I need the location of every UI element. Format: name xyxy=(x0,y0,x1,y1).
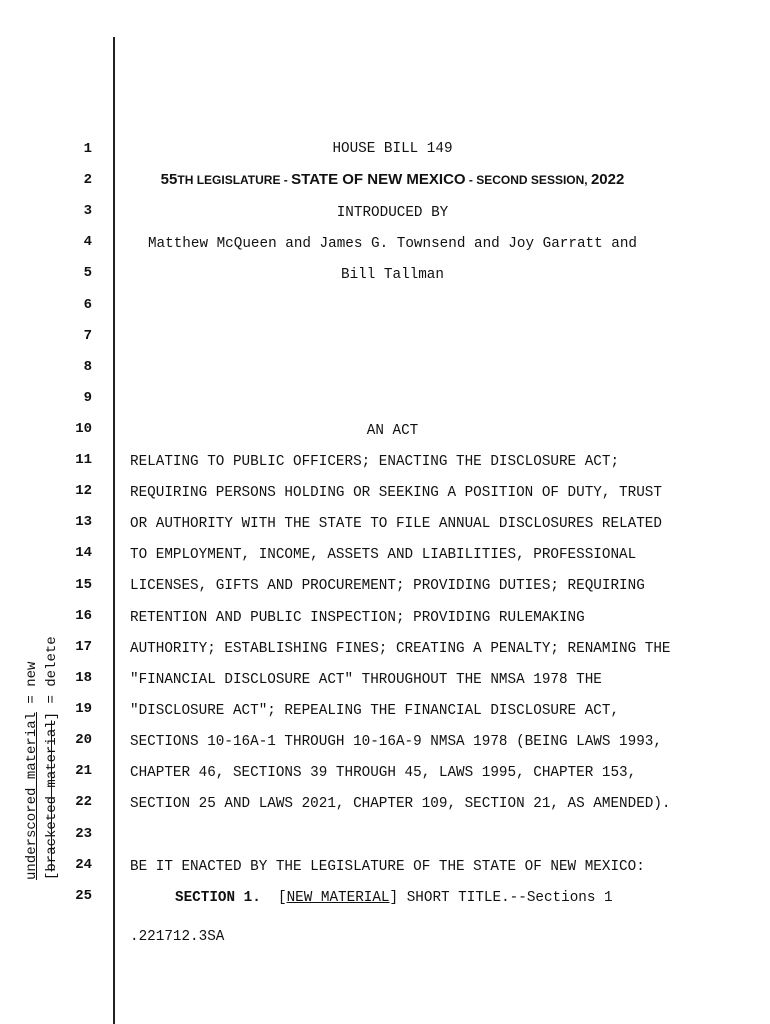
bill-number: HOUSE BILL 149 xyxy=(332,141,453,157)
act-heading: AN ACT xyxy=(366,423,419,439)
line-number-14: 14 xyxy=(75,545,92,561)
line-number-5: 5 xyxy=(83,265,92,281)
legend-new-line: underscored material = new xyxy=(24,661,40,880)
line-number-3: 3 xyxy=(83,203,92,219)
body-line-22: SECTION 25 AND LAWS 2021, CHAPTER 109, SECTION 21, AS AMENDED). xyxy=(130,796,671,812)
sponsors-line-1: Matthew McQueen and James G. Townsend and Joy Garratt and xyxy=(147,236,638,252)
body-line-11: RELATING TO PUBLIC OFFICERS; ENACTING THE DISCLOSURE ACT; xyxy=(130,454,620,470)
body-line-14: TO EMPLOYMENT, INCOME, ASSETS AND LIABILITIES, PROFESSIONAL xyxy=(130,547,637,563)
line-number-17: 17 xyxy=(75,639,92,655)
line-number-24: 24 xyxy=(75,857,92,873)
body-line-15: LICENSES, GIFTS AND PROCUREMENT; PROVIDING DUTIES; REQUIRING xyxy=(130,578,645,594)
line-number-23: 23 xyxy=(75,826,92,842)
body-line-20: SECTIONS 10-16A-1 THROUGH 10-16A-9 NMSA 1978 (BEING LAWS 1993, xyxy=(130,734,662,750)
line-number-16: 16 xyxy=(75,608,92,624)
line-number-18: 18 xyxy=(75,670,92,686)
line-number-12: 12 xyxy=(75,483,92,499)
line-number-22: 22 xyxy=(75,794,92,810)
line-number-13: 13 xyxy=(75,514,92,530)
line-number-9: 9 xyxy=(83,390,92,406)
sponsors-line-2: Bill Tallman xyxy=(341,267,444,283)
new-material-marker: NEW MATERIAL xyxy=(286,890,390,906)
body-line-12: REQUIRING PERSONS HOLDING OR SEEKING A POSITION OF DUTY, TRUST xyxy=(130,485,662,501)
line-number-2: 2 xyxy=(83,172,92,188)
line-number-6: 6 xyxy=(83,297,92,313)
document-code: .221712.3SA xyxy=(130,929,225,945)
legislature-heading: 55TH LEGISLATURE - STATE OF NEW MEXICO - SECOND SESSION, 2022 xyxy=(160,171,625,188)
material-legend xyxy=(22,636,62,880)
left-margin-rule xyxy=(113,37,115,1024)
body-line-16: RETENTION AND PUBLIC INSPECTION; PROVIDING RULEMAKING xyxy=(130,610,585,626)
line-number-8: 8 xyxy=(83,359,92,375)
introduced-by: INTRODUCED BY xyxy=(336,205,449,221)
enacting-clause: BE IT ENACTED BY THE LEGISLATURE OF THE STATE OF NEW MEXICO: xyxy=(130,859,645,875)
body-line-19: "DISCLOSURE ACT"; REPEALING THE FINANCIAL DISCLOSURE ACT, xyxy=(130,703,620,719)
body-line-17: AUTHORITY; ESTABLISHING FINES; CREATING A PENALTY; RENAMING THE xyxy=(130,641,671,657)
line-number-11: 11 xyxy=(75,452,92,468)
line-number-10: 10 xyxy=(75,421,92,437)
line-number-20: 20 xyxy=(75,732,92,748)
line-number-19: 19 xyxy=(75,701,92,717)
body-line-13: OR AUTHORITY WITH THE STATE TO FILE ANNUAL DISCLOSURES RELATED xyxy=(130,516,662,532)
legend-delete-line: [bracketed material] = delete xyxy=(44,636,60,880)
line-number-25: 25 xyxy=(75,888,92,904)
body-line-21: CHAPTER 46, SECTIONS 39 THROUGH 45, LAWS 1995, CHAPTER 153, xyxy=(130,765,637,781)
body-line-18: "FINANCIAL DISCLOSURE ACT" THROUGHOUT THE NMSA 1978 THE xyxy=(130,672,602,688)
line-number-21: 21 xyxy=(75,763,92,779)
line-number-15: 15 xyxy=(75,577,92,593)
line-number-4: 4 xyxy=(83,234,92,250)
section-label: SECTION 1. xyxy=(175,890,261,906)
line-number-7: 7 xyxy=(83,328,92,344)
line-number-1: 1 xyxy=(83,141,92,157)
section-1-heading: SECTION 1. [NEW MATERIAL] SHORT TITLE.--Sections 1 xyxy=(175,890,613,906)
